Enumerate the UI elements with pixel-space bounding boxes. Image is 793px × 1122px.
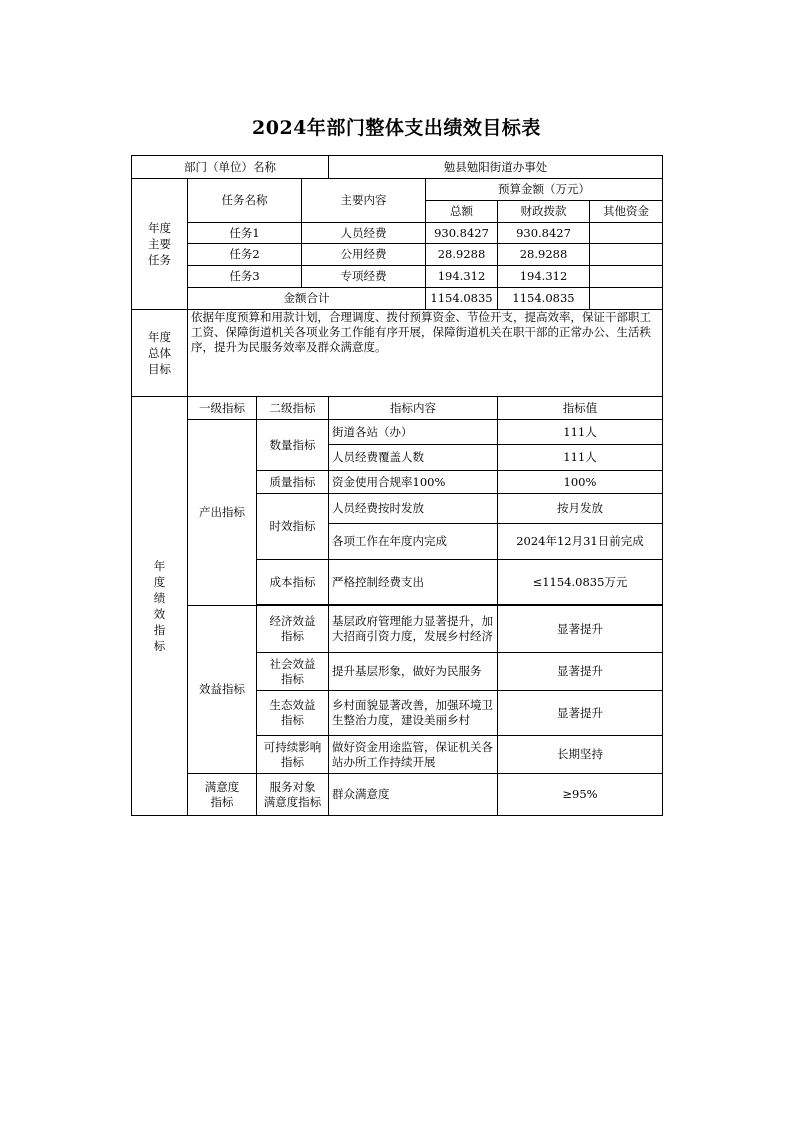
task-name-header: 任务名称 <box>188 179 302 223</box>
task-content-header: 主要内容 <box>302 179 426 223</box>
task-total: 194.312 <box>426 266 498 288</box>
task-fiscal: 930.8427 <box>498 223 590 244</box>
indicator-value: 显著提升 <box>498 691 663 736</box>
indicator-value: ≥95% <box>498 774 663 816</box>
satisfaction-indicators-label: 满意度 指标 <box>188 774 257 816</box>
indicator-value: 显著提升 <box>498 606 663 653</box>
dept-label: 部门（单位）名称 <box>132 156 329 179</box>
indicator-value: 长期坚持 <box>498 736 663 774</box>
task-other <box>590 244 663 266</box>
fiscal-header: 财政拨款 <box>498 201 590 223</box>
content-header: 指标内容 <box>329 397 498 420</box>
sum-total: 1154.0835 <box>426 288 498 310</box>
sum-label: 金额合计 <box>188 288 426 310</box>
other-header: 其他资金 <box>590 201 663 223</box>
indicator-content: 提升基层形象，做好为民服务 <box>329 653 498 691</box>
level2-header: 二级指标 <box>257 397 329 420</box>
indicator-value: ≤1154.0835万元 <box>498 560 663 605</box>
task-total: 28.9288 <box>426 244 498 266</box>
performance-goal-table <box>131 155 663 816</box>
task-fiscal: 194.312 <box>498 266 590 288</box>
sum-fiscal: 1154.0835 <box>498 288 590 310</box>
benefit-indicators-label: 效益指标 <box>188 606 257 774</box>
indicator-content: 人员经费覆盖人数 <box>329 445 498 471</box>
task-content: 公用经费 <box>302 244 426 266</box>
indicator-content: 基层政府管理能力显著提升，加大招商引资力度，发展乡村经济 <box>329 606 498 653</box>
task-total: 930.8427 <box>426 223 498 244</box>
indicators-section-label: 年 度 绩 效 指 标 <box>132 397 188 816</box>
indicator-content: 群众满意度 <box>329 774 498 816</box>
indicator-content: 街道各站（办） <box>329 420 498 445</box>
task-name: 任务2 <box>188 244 302 266</box>
total-header: 总额 <box>426 201 498 223</box>
goal-label: 年度 总体 目标 <box>132 310 188 397</box>
indicator-content: 乡村面貌显著改善，加强环境卫生整治力度，建设美丽乡村 <box>329 691 498 736</box>
timeliness-indicator-label: 时效指标 <box>257 494 329 560</box>
ecological-indicator-label: 生态效益 指标 <box>257 691 329 736</box>
sum-other <box>590 288 663 310</box>
economic-indicator-label: 经济效益 指标 <box>257 606 329 653</box>
indicator-value: 111人 <box>498 420 663 445</box>
cost-indicator-label: 成本指标 <box>257 560 329 605</box>
indicator-content: 严格控制经费支出 <box>329 560 498 605</box>
task-name: 任务3 <box>188 266 302 288</box>
indicator-value: 显著提升 <box>498 653 663 691</box>
tasks-section-label: 年度 主要 任务 <box>132 179 188 310</box>
page-title: 2024年部门整体支出绩效目标表 <box>252 117 541 139</box>
quantity-indicator-label: 数量指标 <box>257 420 329 471</box>
budget-header: 预算金额（万元） <box>426 179 663 201</box>
indicator-value: 2024年12月31日前完成 <box>498 524 663 560</box>
value-header: 指标值 <box>498 397 663 420</box>
indicator-content: 人员经费按时发放 <box>329 494 498 524</box>
social-indicator-label: 社会效益 指标 <box>257 653 329 691</box>
indicator-value: 按月发放 <box>498 494 663 524</box>
task-name: 任务1 <box>188 223 302 244</box>
task-other <box>590 266 663 288</box>
dept-name: 勉县勉阳街道办事处 <box>329 156 663 179</box>
task-other <box>590 223 663 244</box>
indicator-content: 各项工作在年度内完成 <box>329 524 498 560</box>
service-satisfaction-label: 服务对象 满意度指标 <box>257 774 329 816</box>
level1-header: 一级指标 <box>188 397 257 420</box>
output-indicators-label: 产出指标 <box>188 420 257 606</box>
indicator-content: 做好资金用途监管，保证机关各站办所工作持续开展 <box>329 736 498 774</box>
task-fiscal: 28.9288 <box>498 244 590 266</box>
quality-indicator-label: 质量指标 <box>257 471 329 494</box>
indicator-value: 111人 <box>498 445 663 471</box>
goal-text: 依据年度预算和用款计划，合理调度、拨付预算资金、节俭开支，提高效率，保证干部职工工资、保障街道机关各项业务工作能有序开展，保障街道机关在职干部的正常办公、生活秩序，提升为民服务效率及群众满意度。 <box>188 310 663 397</box>
indicator-content: 资金使用合规率100% <box>329 471 498 494</box>
indicator-value: 100% <box>498 471 663 494</box>
task-content: 专项经费 <box>302 266 426 288</box>
task-content: 人员经费 <box>302 223 426 244</box>
sustainable-indicator-label: 可持续影响 指标 <box>257 736 329 774</box>
